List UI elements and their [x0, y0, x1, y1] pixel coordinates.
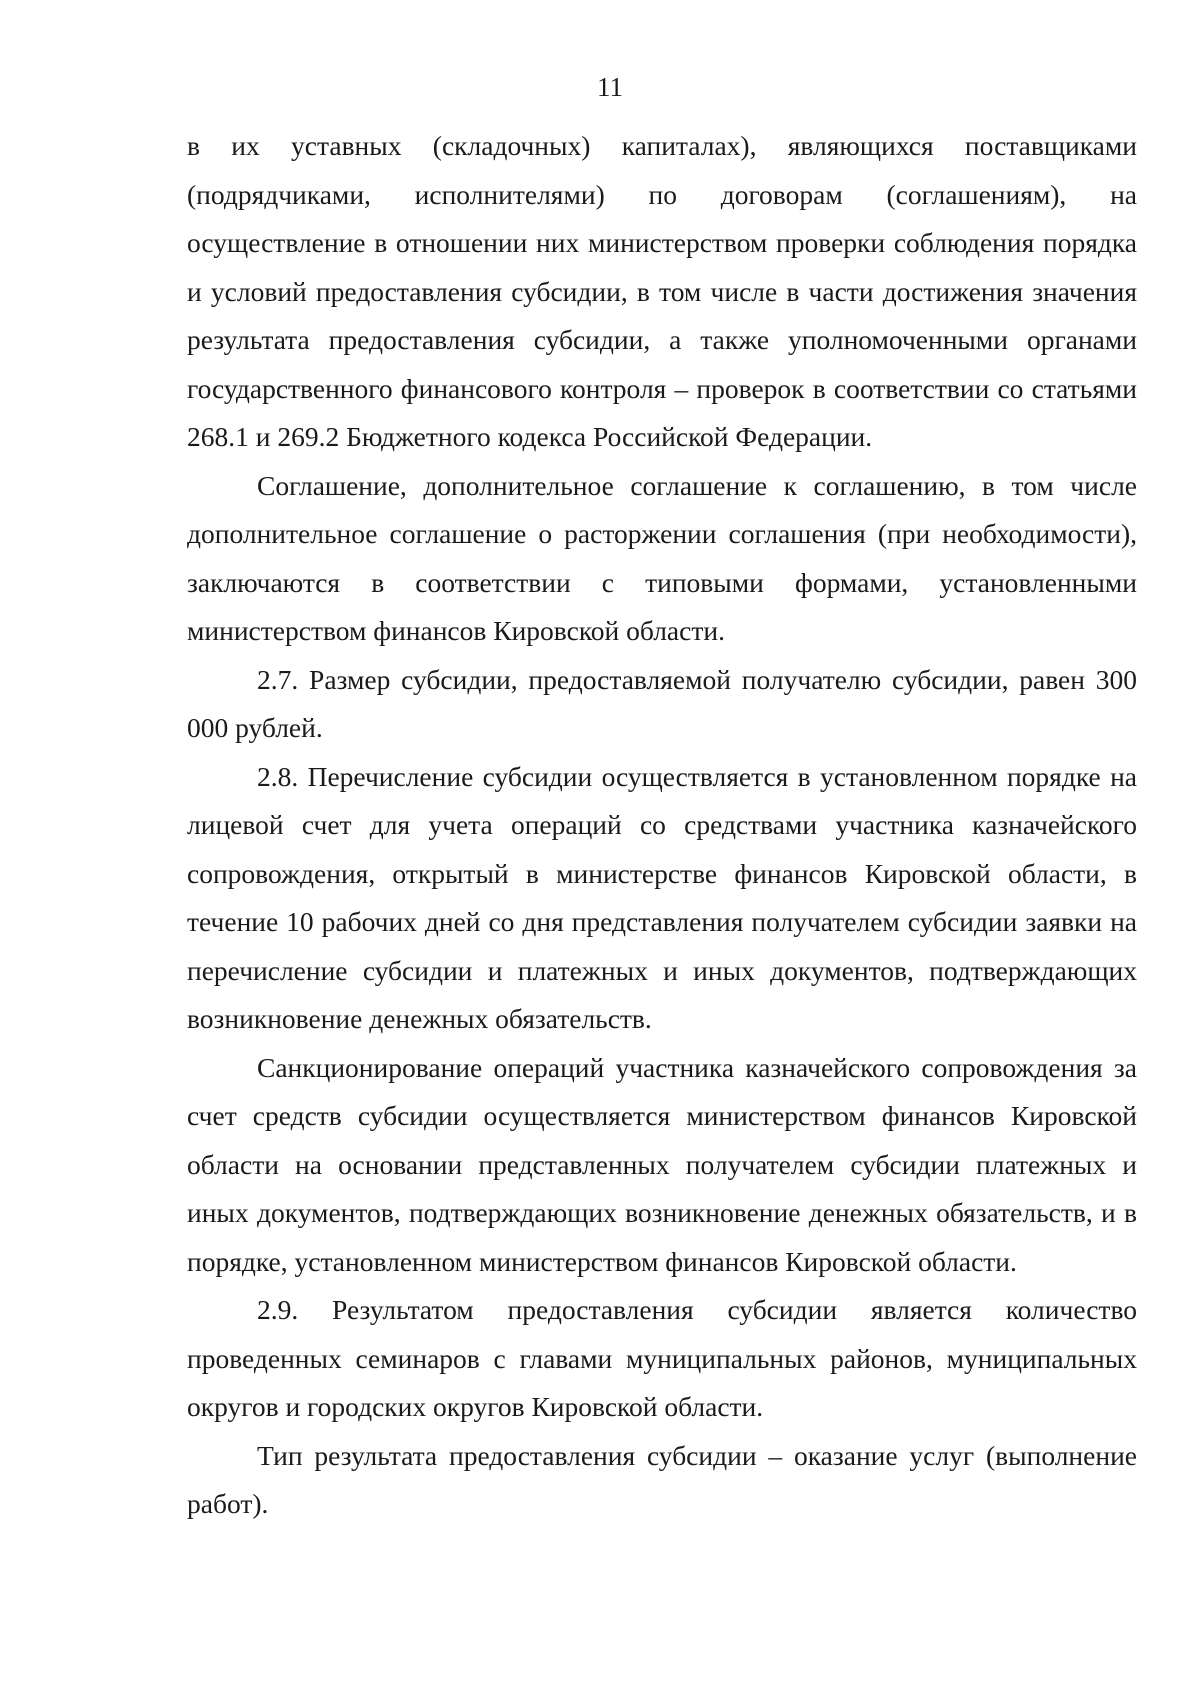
document-body: [187, 122, 1137, 1529]
paragraph-p7: Тип результата предоставления субсидии – оказание услуг (выполнение работ).: [187, 1439, 1137, 1519]
paragraph-p5: Санкционирование операций участника казначейского сопровождения за счет средств субсидии осуществляется министерством финансов Кировской области на основании представленных получателем субсидии платежных и иных документов, подтверждающих возникновение денежных обязательств, и в порядке, установленном министерством финансов Кировской области.: [187, 1051, 1137, 1277]
paragraph-p6: 2.9. Результатом предоставления субсидии является количество проведенных семинаров с главами муниципальных районов, муниципальных округов и городских округов Кировской области.: [187, 1294, 1137, 1422]
paragraph-p1: в их уставных (складочных) капиталах), являющихся поставщиками (подрядчиками, исполнителями) по договорам (соглашениям), на осуществление в отношении них министерством проверки соблюдения порядка и условий предоставления субсидии, в том числе в части достижения значения результата предоставления субсидии, а также уполномоченными органами государственного финансового контроля – проверок в соответствии со статьями 268.1 и 269.2 Бюджетного кодекса Российской Федерации.: [187, 130, 1137, 452]
paragraph-p3: 2.7. Размер субсидии, предоставляемой получателю субсидии, равен 300 000 рублей.: [187, 663, 1137, 743]
paragraph-p4: 2.8. Перечисление субсидии осуществляется в установленном порядке на лицевой счет для учета операций со средствами участника казначейского сопровождения, открытый в министерстве финансов Кировской области, в течение 10 рабочих дней со дня представления получателем субсидии заявки на перечисление субсидии и платежных и иных документов, подтверждающих возникновение денежных обязательств.: [187, 760, 1137, 1034]
paragraph-p2: Соглашение, дополнительное соглашение к соглашению, в том числе дополнительное соглашение о расторжении соглашения (при необходимости), заключаются в соответствии с типовыми формами, установленными министерством финансов Кировской области.: [187, 469, 1137, 646]
page-number: 11: [597, 72, 623, 102]
